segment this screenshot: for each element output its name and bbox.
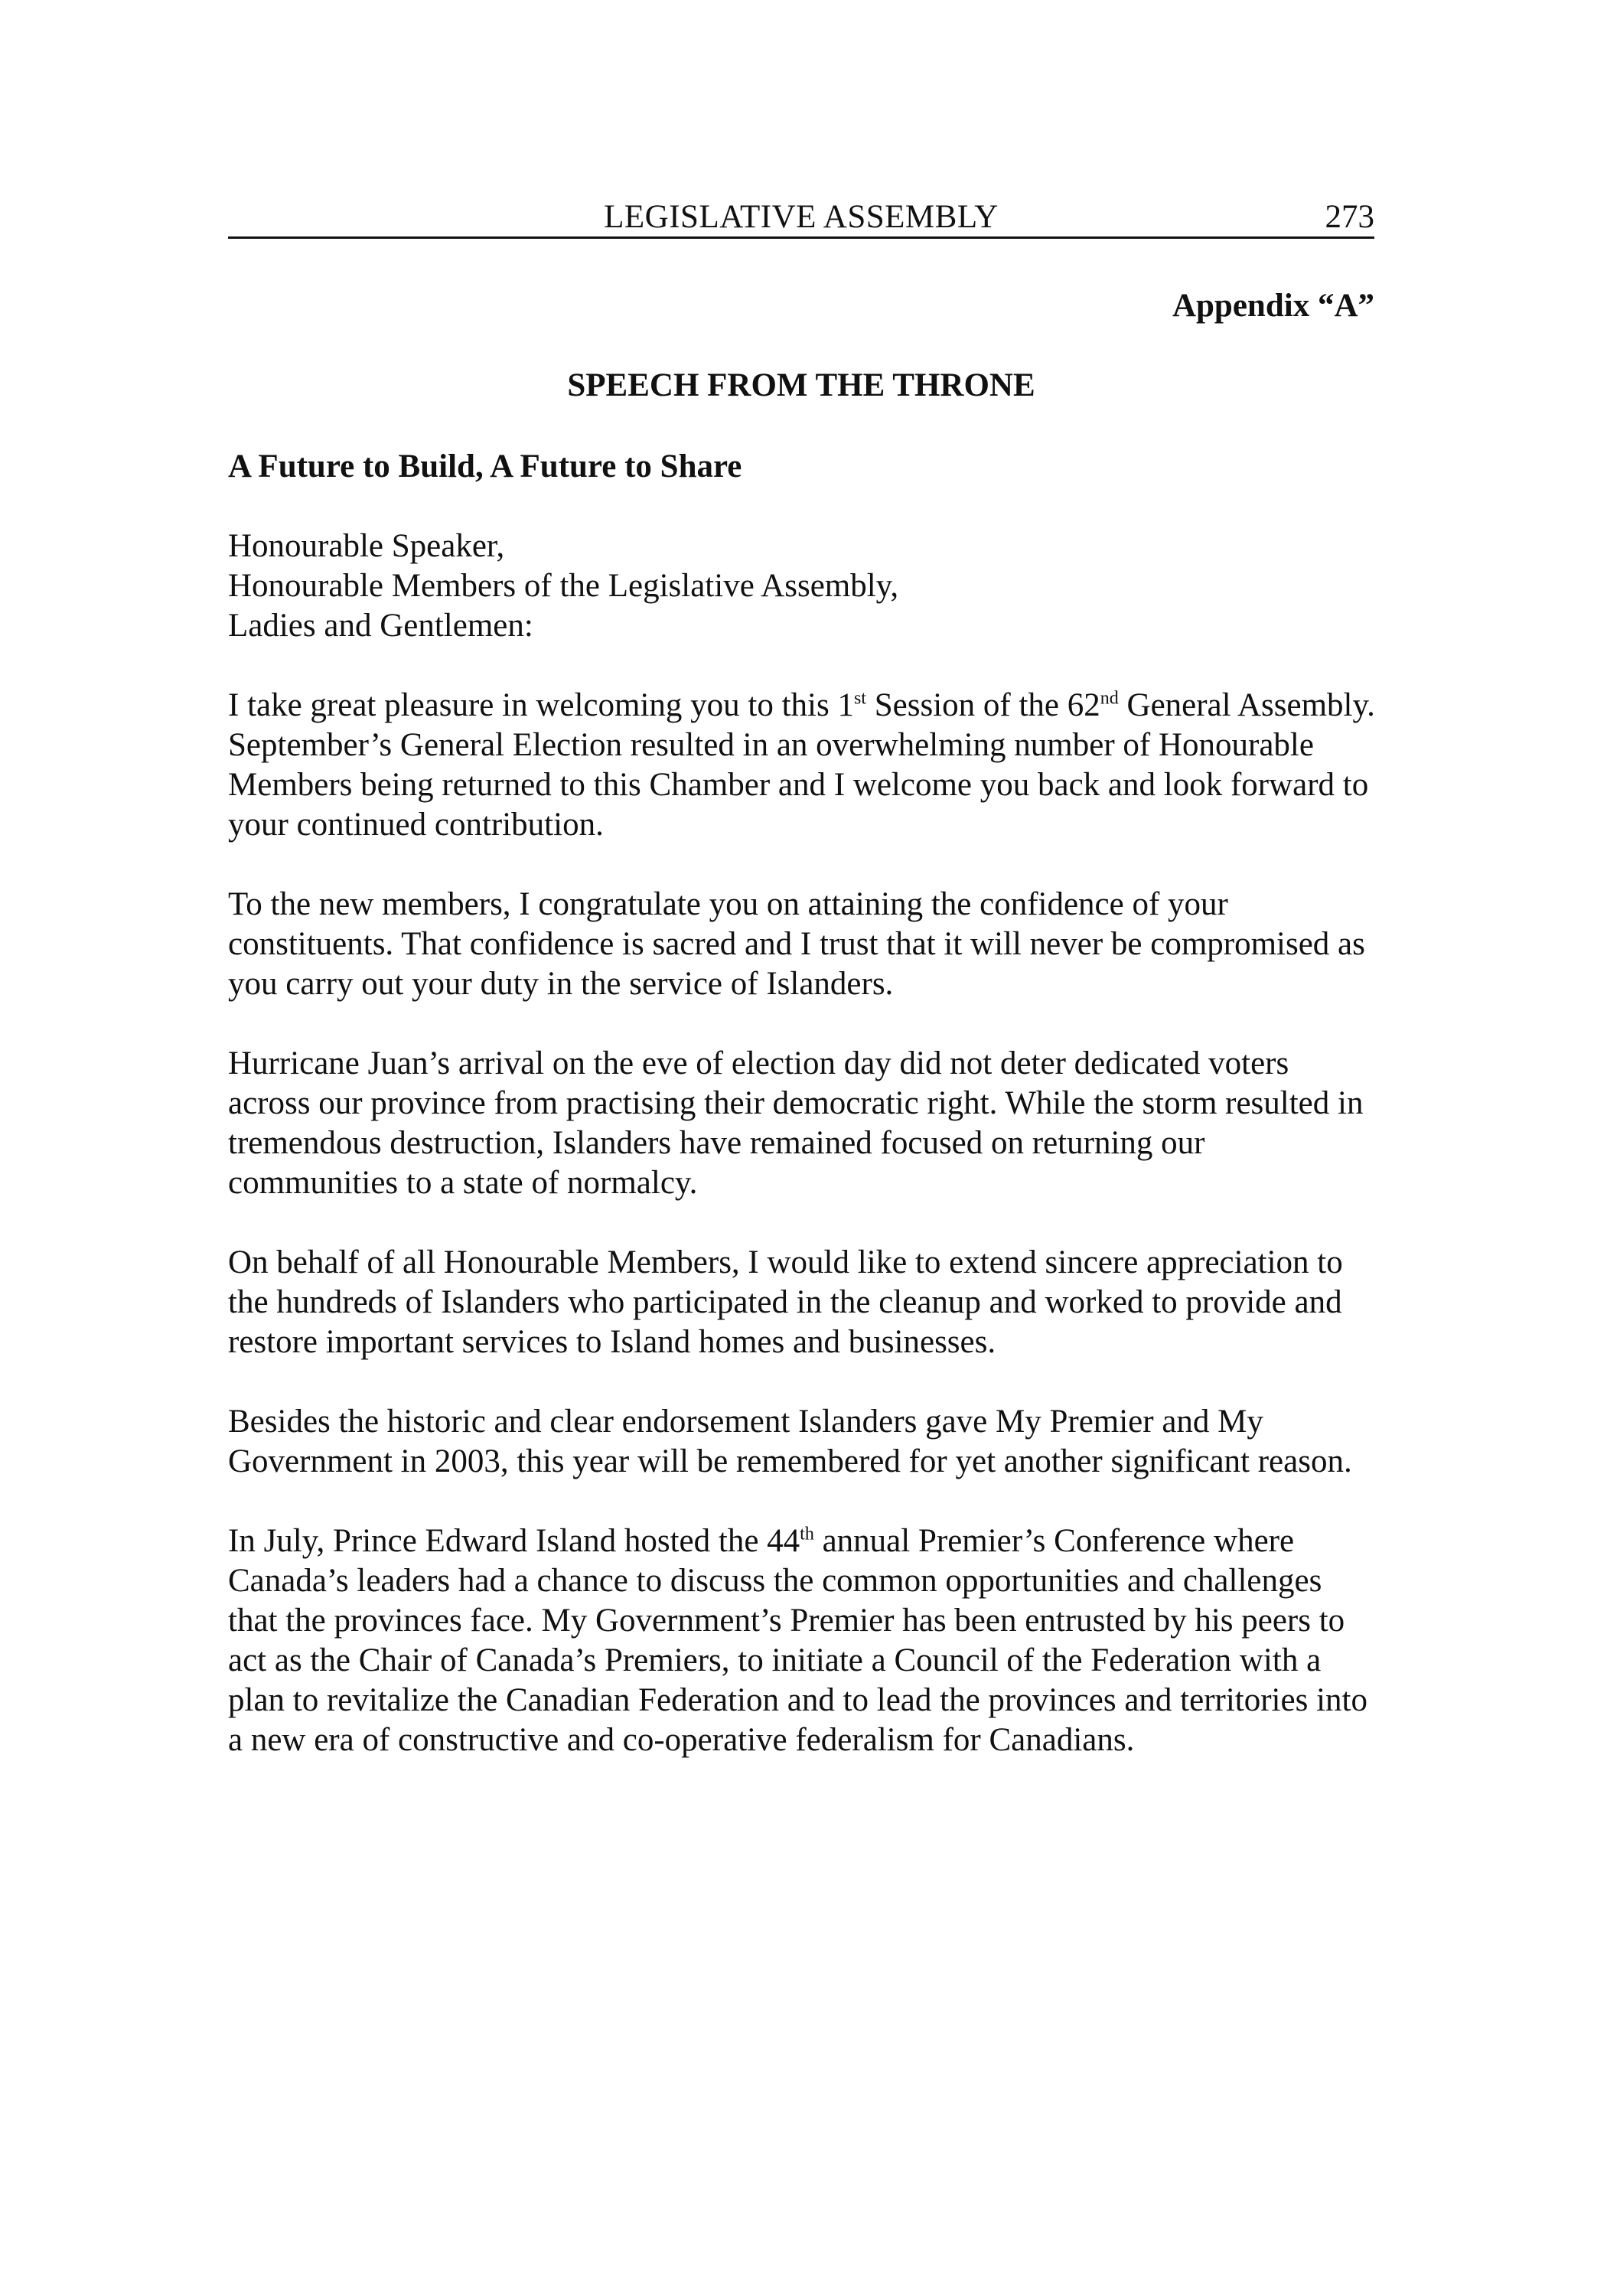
text-run: Session of the 62 (865, 687, 1100, 723)
salutation-line: Honourable Speaker, (228, 528, 505, 564)
running-header (228, 196, 1374, 239)
salutation-line: Honourable Members of the Legislative Assembly, (228, 568, 899, 604)
ordinal-suffix: nd (1100, 688, 1119, 709)
header-rule (228, 236, 1374, 239)
ordinal-suffix: th (800, 1524, 814, 1544)
paragraph: Besides the historic and clear endorsement Islanders gave My Premier and My Government in 2003, this year will be remembered for yet another significant reason. (228, 1404, 1352, 1479)
document-title: SPEECH FROM THE THRONE (567, 367, 1035, 403)
paragraph: To the new members, I congratulate you on attaining the confidence of your constituents. That confidence is sacred and I trust that it will never be compromised as you carry out your duty in the service of Islanders. (228, 886, 1365, 1002)
text-run: annual Premier’s Conference where Canada’s leaders had a chance to discuss the common opportunities and challenges that the provinces face. My Government’s Premier has been entrusted by his peers to act as the Chair of Canada’s Premiers, to initiate a Council of the Federation with a plan to revitalize the Canadian Federation and to lead the provinces and territories into a new era of constructive and co-operative federalism for Canadians. (228, 1523, 1367, 1758)
paragraph (228, 686, 1376, 845)
header-title: LEGISLATIVE ASSEMBLY (604, 199, 999, 235)
text-run: General Assembly. September’s General Election resulted in an overwhelming number of Honourable Members being returned to this Chamber and I welcome you back and look forward to your continued contribution. (228, 687, 1375, 843)
paragraph (228, 1521, 1376, 1760)
salutation (228, 527, 1376, 646)
text-run: I take great pleasure in welcoming you to this 1 (228, 687, 854, 723)
text-run: In July, Prince Edward Island hosted the 44 (228, 1523, 800, 1559)
ordinal-suffix: st (853, 688, 866, 709)
page-number: 273 (1325, 199, 1374, 235)
paragraph: On behalf of all Honourable Members, I would like to extend sincere appreciation to the hundreds of Islanders who participated in the cleanup and worked to provide and restore important services to Island homes and businesses. (228, 1244, 1343, 1360)
document-subtitle: A Future to Build, A Future to Share (228, 448, 742, 484)
appendix-label: Appendix “A” (1172, 288, 1374, 324)
paragraph: Hurricane Juan’s arrival on the eve of election day did not deter dedicated voters across our province from practising their democratic right. While the storm resulted in tremendous destruction, Islanders have remained focused on returning our communities to a state of normalcy. (228, 1045, 1364, 1201)
salutation-line: Ladies and Gentlemen: (228, 608, 533, 644)
body-text (228, 527, 1376, 1800)
